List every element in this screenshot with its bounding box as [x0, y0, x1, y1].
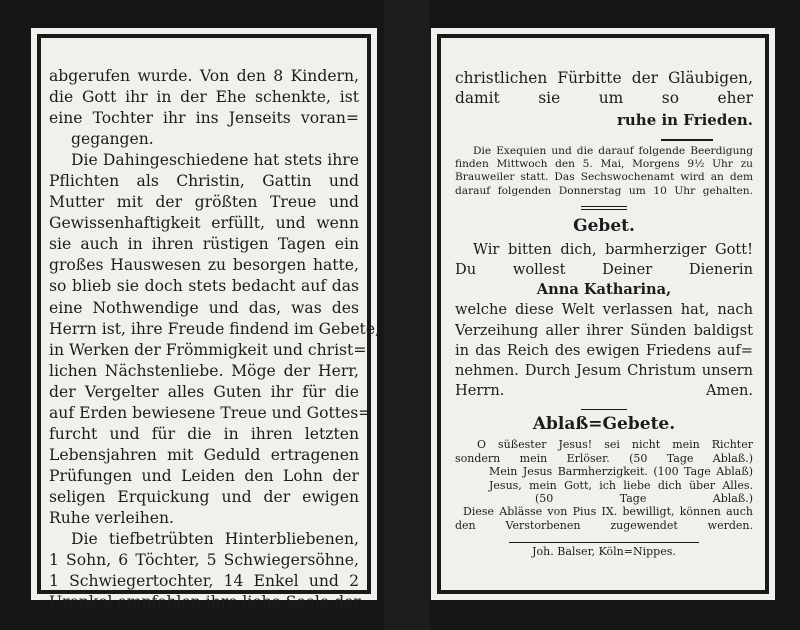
left-page — [31, 28, 381, 612]
text-line: in Werken der Frömmigkeit und christ= — [49, 340, 367, 359]
text-line: Diese Ablässe von Pius IX. bewilligt, können auch — [463, 505, 753, 519]
indulgence-heading: Ablaß=Gebete. — [532, 414, 676, 435]
prayer-text — [455, 240, 753, 402]
text-line: lichen Nächstenliebe. Möge der Herr, — [49, 361, 359, 380]
text-line: sie auch in ihren rüstigen Tagen ein — [49, 235, 359, 254]
text-line: welche diese Welt verlassen hat, nach — [455, 301, 753, 319]
divider — [661, 139, 713, 141]
text-line: gegangen. — [71, 130, 154, 149]
divider — [509, 542, 699, 543]
text-line: Die Dahingeschiedene hat stets ihre — [71, 151, 359, 170]
card-fold — [384, 0, 430, 630]
text-line: 1 Schwiegertochter, 14 Enkel und 2 — [49, 572, 359, 591]
text-line: O süßester Jesus! sei nicht mein Richter — [477, 438, 753, 452]
text-line: Prüfungen und Leiden den Lohn der — [49, 466, 359, 485]
text-line: Urenkel empfehlen ihre liebe Seele der — [49, 593, 361, 612]
text-line: Lebensjahren mit Geduld ertragenen — [49, 445, 359, 464]
prayer-heading: Gebet. — [573, 215, 635, 236]
text-line: darauf folgenden Donnerstag um 10 Uhr gehalten. — [455, 184, 753, 197]
text-line: Ruhe verleihen. — [49, 508, 174, 527]
text-line: Herrn. Amen. — [455, 382, 753, 400]
text-line: abgerufen wurde. Von den 8 Kindern, — [49, 67, 359, 85]
left-page-text — [49, 66, 381, 613]
opening-text — [455, 68, 753, 108]
indulgence-prayers — [455, 438, 753, 532]
text-line: Brauweiler statt. Das Sechswochenamt wird an dem — [455, 171, 753, 184]
deceased-name: Anna Katharina, — [536, 281, 672, 299]
text-line: Jesus, mein Gott, ich liebe dich über Alles. — [489, 478, 753, 492]
text-line: den Verstorbenen zugewendet werden. — [455, 518, 753, 532]
text-line: der Vergelter alles Guten ihr für die — [49, 382, 359, 401]
text-line: (50 Tage Ablaß.) — [535, 492, 753, 506]
text-line: die Gott ihr in der Ehe schenkte, ist — [49, 88, 359, 107]
divider — [581, 206, 627, 210]
rest-in-peace: ruhe in Frieden. — [617, 111, 753, 129]
right-page — [431, 28, 775, 600]
text-line: in das Reich des ewigen Friedens auf= — [455, 341, 753, 359]
text-line: Du wollest Deiner Dienerin — [455, 261, 753, 279]
text-line: furcht und für die in ihren letzten — [49, 424, 359, 443]
text-line: damit sie um so eher — [455, 89, 753, 107]
text-line: so blieb sie doch stets bedacht auf das — [49, 277, 359, 296]
text-line: Die tiefbetrübten Hinterbliebenen, — [71, 530, 359, 549]
text-line: Gewissenhaftigkeit erfüllt, und wenn — [49, 214, 359, 233]
right-page-text — [455, 68, 753, 558]
text-line: sondern mein Erlöser. (50 Tage Ablaß.) — [455, 451, 753, 465]
text-line: Mein Jesus Barmherzigkeit. (100 Tage Ablaß) — [489, 465, 753, 479]
text-line: Pflichten als Christin, Gattin und — [49, 172, 359, 191]
text-line: Verzeihung aller ihrer Sünden baldigst — [455, 321, 753, 339]
funeral-notice — [455, 145, 753, 198]
text-line: Wir bitten dich, barmherziger Gott! — [473, 240, 753, 258]
text-line: großes Hauswesen zu besorgen hatte, — [49, 256, 359, 275]
text-line: Herrn ist, ihre Freude findend im Gebete, — [49, 319, 381, 338]
text-line: eine Tochter ihr ins Jenseits voran= — [49, 109, 359, 128]
text-line: eine Nothwendige und das, was des — [49, 298, 359, 317]
text-line: finden Mittwoch den 5. Mai, Morgens 9½ Uhr zu — [455, 158, 753, 171]
divider — [581, 409, 627, 410]
text-line: auf Erden bewiesene Treue und Gottes= — [49, 403, 372, 422]
text-line: seligen Erquickung und der ewigen — [49, 487, 359, 506]
printer-imprint: Joh. Balser, Köln=Nippes. — [532, 545, 676, 559]
text-line: nehmen. Durch Jesum Christum unsern — [455, 362, 753, 380]
text-line: christlichen Fürbitte der Gläubigen, — [455, 69, 753, 87]
text-line: 1 Sohn, 6 Töchter, 5 Schwiegersöhne, — [49, 551, 359, 570]
text-line: Die Exequien und die darauf folgende Beerdigung — [473, 145, 753, 157]
text-line: Mutter mit der größten Treue und — [49, 193, 359, 212]
